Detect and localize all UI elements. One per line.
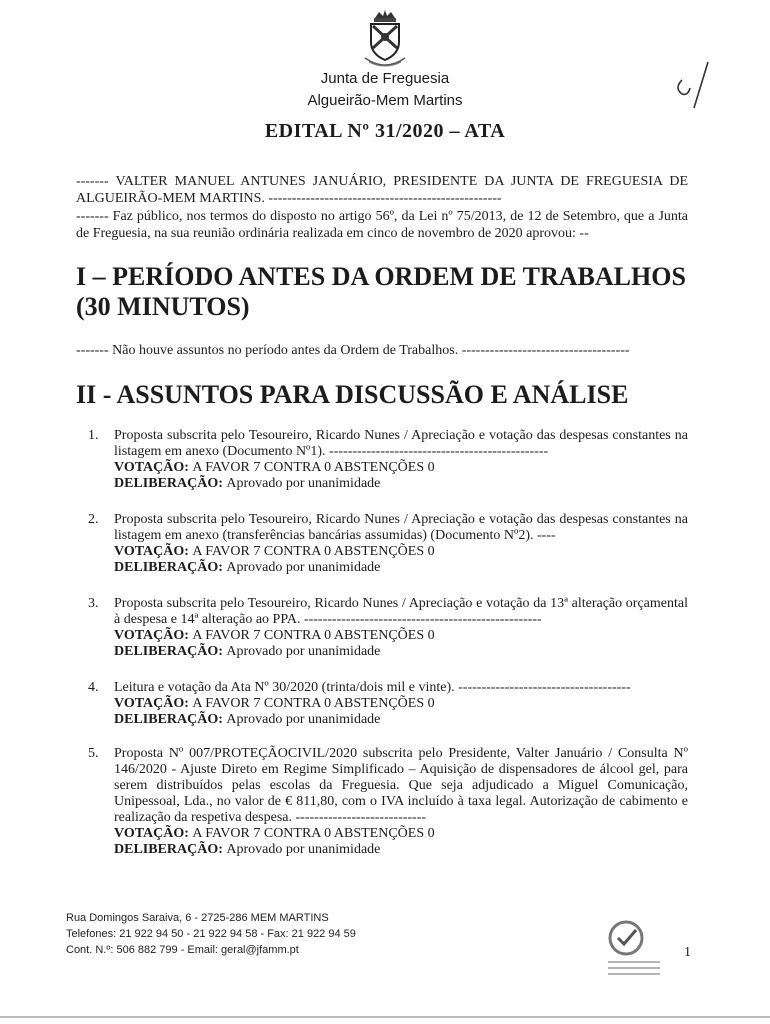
vote-label: VOTAÇÃO: xyxy=(114,544,189,559)
section-heading-2: II - ASSUNTOS PARA DISCUSSÃO E ANÁLISE xyxy=(76,380,629,409)
vote-result: A FAVOR 7 CONTRA 0 ABSTENÇÕES 0 xyxy=(192,696,435,711)
org-name-line2: Algueirão-Mem Martins xyxy=(307,92,463,109)
deliberation-label: DELIBERAÇÃO: xyxy=(114,644,223,659)
agenda-item xyxy=(88,428,688,492)
vote-result: A FAVOR 7 CONTRA 0 ABSTENÇÕES 0 xyxy=(192,628,435,643)
intro-president-line: ------- VALTER MANUEL ANTUNES JANUÁRIO, PRESIDENTE DA JUNTA DE FREGUESIA DE ALGUEIRÃO-MEM MARTINS. -------------------------------------------------- xyxy=(76,174,688,206)
agenda-item xyxy=(88,746,688,858)
deliberation-result: Aprovado por unanimidade xyxy=(226,644,381,659)
deliberation-result: Aprovado por unanimidade xyxy=(226,712,381,727)
item-text: Leitura e votação da Ata Nº 30/2020 (trinta/dois mil e vinte). ------------------------------------- xyxy=(114,680,631,695)
deliberation-label: DELIBERAÇÃO: xyxy=(114,476,223,491)
deliberation-label: DELIBERAÇÃO: xyxy=(114,560,223,575)
agenda-item xyxy=(88,512,688,576)
scan-edge-line xyxy=(0,1016,770,1018)
sgs-certification-seal-icon xyxy=(604,916,664,986)
deliberation-label: DELIBERAÇÃO: xyxy=(114,712,223,727)
deliberation-result: Aprovado por unanimidade xyxy=(226,842,381,857)
handwritten-initials-icon xyxy=(668,54,728,114)
vote-label: VOTAÇÃO: xyxy=(114,696,189,711)
vote-result: A FAVOR 7 CONTRA 0 ABSTENÇÕES 0 xyxy=(192,544,435,559)
deliberation-result: Aprovado por unanimidade xyxy=(226,560,381,575)
section-heading-1: I – PERÍODO ANTES DA ORDEM DE TRABALHOS (30 MINUTOS) xyxy=(76,262,686,321)
item-text: Proposta Nº 007/PROTEÇÃOCIVIL/2020 subscrita pelo Presidente, Valter Januário / Consulta Nº 146/2020 - Ajuste Direto em Regime Simplificado – Aquisição de dispensadores de álcool gel, para serem distribuídos pelas escolas da Freguesia. Que seja adjudicado a Miguel Comunicação, Unipessoal, Lda., no valor de € 811,80, com o IVA incluído à taxa legal. Autorização de cabimento e realização da respetiva despesa. ---------------------------- xyxy=(114,746,688,825)
deliberation-label: DELIBERAÇÃO: xyxy=(114,842,223,857)
agenda-item xyxy=(88,680,688,728)
vote-result: A FAVOR 7 CONTRA 0 ABSTENÇÕES 0 xyxy=(192,826,435,841)
intro-public-notice: ------- Faz público, nos termos do disposto no artigo 56º, da Lei nº 75/2013, de 12 de Setembro, que a Junta de Freguesia, na sua reunião ordinária realizada em cinco de novembro de 2020 aprovou: -- xyxy=(76,209,688,241)
org-name-line1: Junta de Freguesia xyxy=(320,70,450,87)
document-title: EDITAL Nº 31/2020 – ATA xyxy=(264,120,506,142)
coat-of-arms-icon xyxy=(357,8,413,74)
page-number: 1 xyxy=(684,945,691,960)
item-number: 5. xyxy=(88,746,99,761)
item-text: Proposta subscrita pelo Tesoureiro, Ricardo Nunes / Apreciação e votação das despesas constantes na listagem em anexo (transferências bancárias assumidas) (Documento Nº2). ---- xyxy=(114,512,688,543)
section1-text: ------- Não houve assuntos no período antes da Ordem de Trabalhos. ------------------------------------ xyxy=(76,343,630,358)
item-text: Proposta subscrita pelo Tesoureiro, Ricardo Nunes / Apreciação e votação da 13ª alteração orçamental à despesa e 14ª alteração ao PPA. --------------------------------------------------- xyxy=(114,596,688,627)
vote-label: VOTAÇÃO: xyxy=(114,826,189,841)
vote-result: A FAVOR 7 CONTRA 0 ABSTENÇÕES 0 xyxy=(192,460,435,475)
item-number: 4. xyxy=(88,680,99,695)
item-number: 1. xyxy=(88,428,99,443)
footer-contact: Cont. N.º: 506 882 799 - Email: geral@jfamm.pt xyxy=(66,944,299,956)
vote-label: VOTAÇÃO: xyxy=(114,460,189,475)
vote-label: VOTAÇÃO: xyxy=(114,628,189,643)
item-text: Proposta subscrita pelo Tesoureiro, Ricardo Nunes / Apreciação e votação das despesas constantes na listagem em anexo (Documento Nº1). ----------------------------------------------- xyxy=(114,428,688,459)
footer-address: Rua Domingos Saraiva, 6 - 2725-286 MEM MARTINS xyxy=(66,912,329,924)
item-number: 2. xyxy=(88,512,99,527)
item-number: 3. xyxy=(88,596,99,611)
deliberation-result: Aprovado por unanimidade xyxy=(226,476,381,491)
agenda-item xyxy=(88,596,688,660)
footer-phones: Telefones: 21 922 94 50 - 21 922 94 58 - Fax: 21 922 94 59 xyxy=(66,928,356,940)
